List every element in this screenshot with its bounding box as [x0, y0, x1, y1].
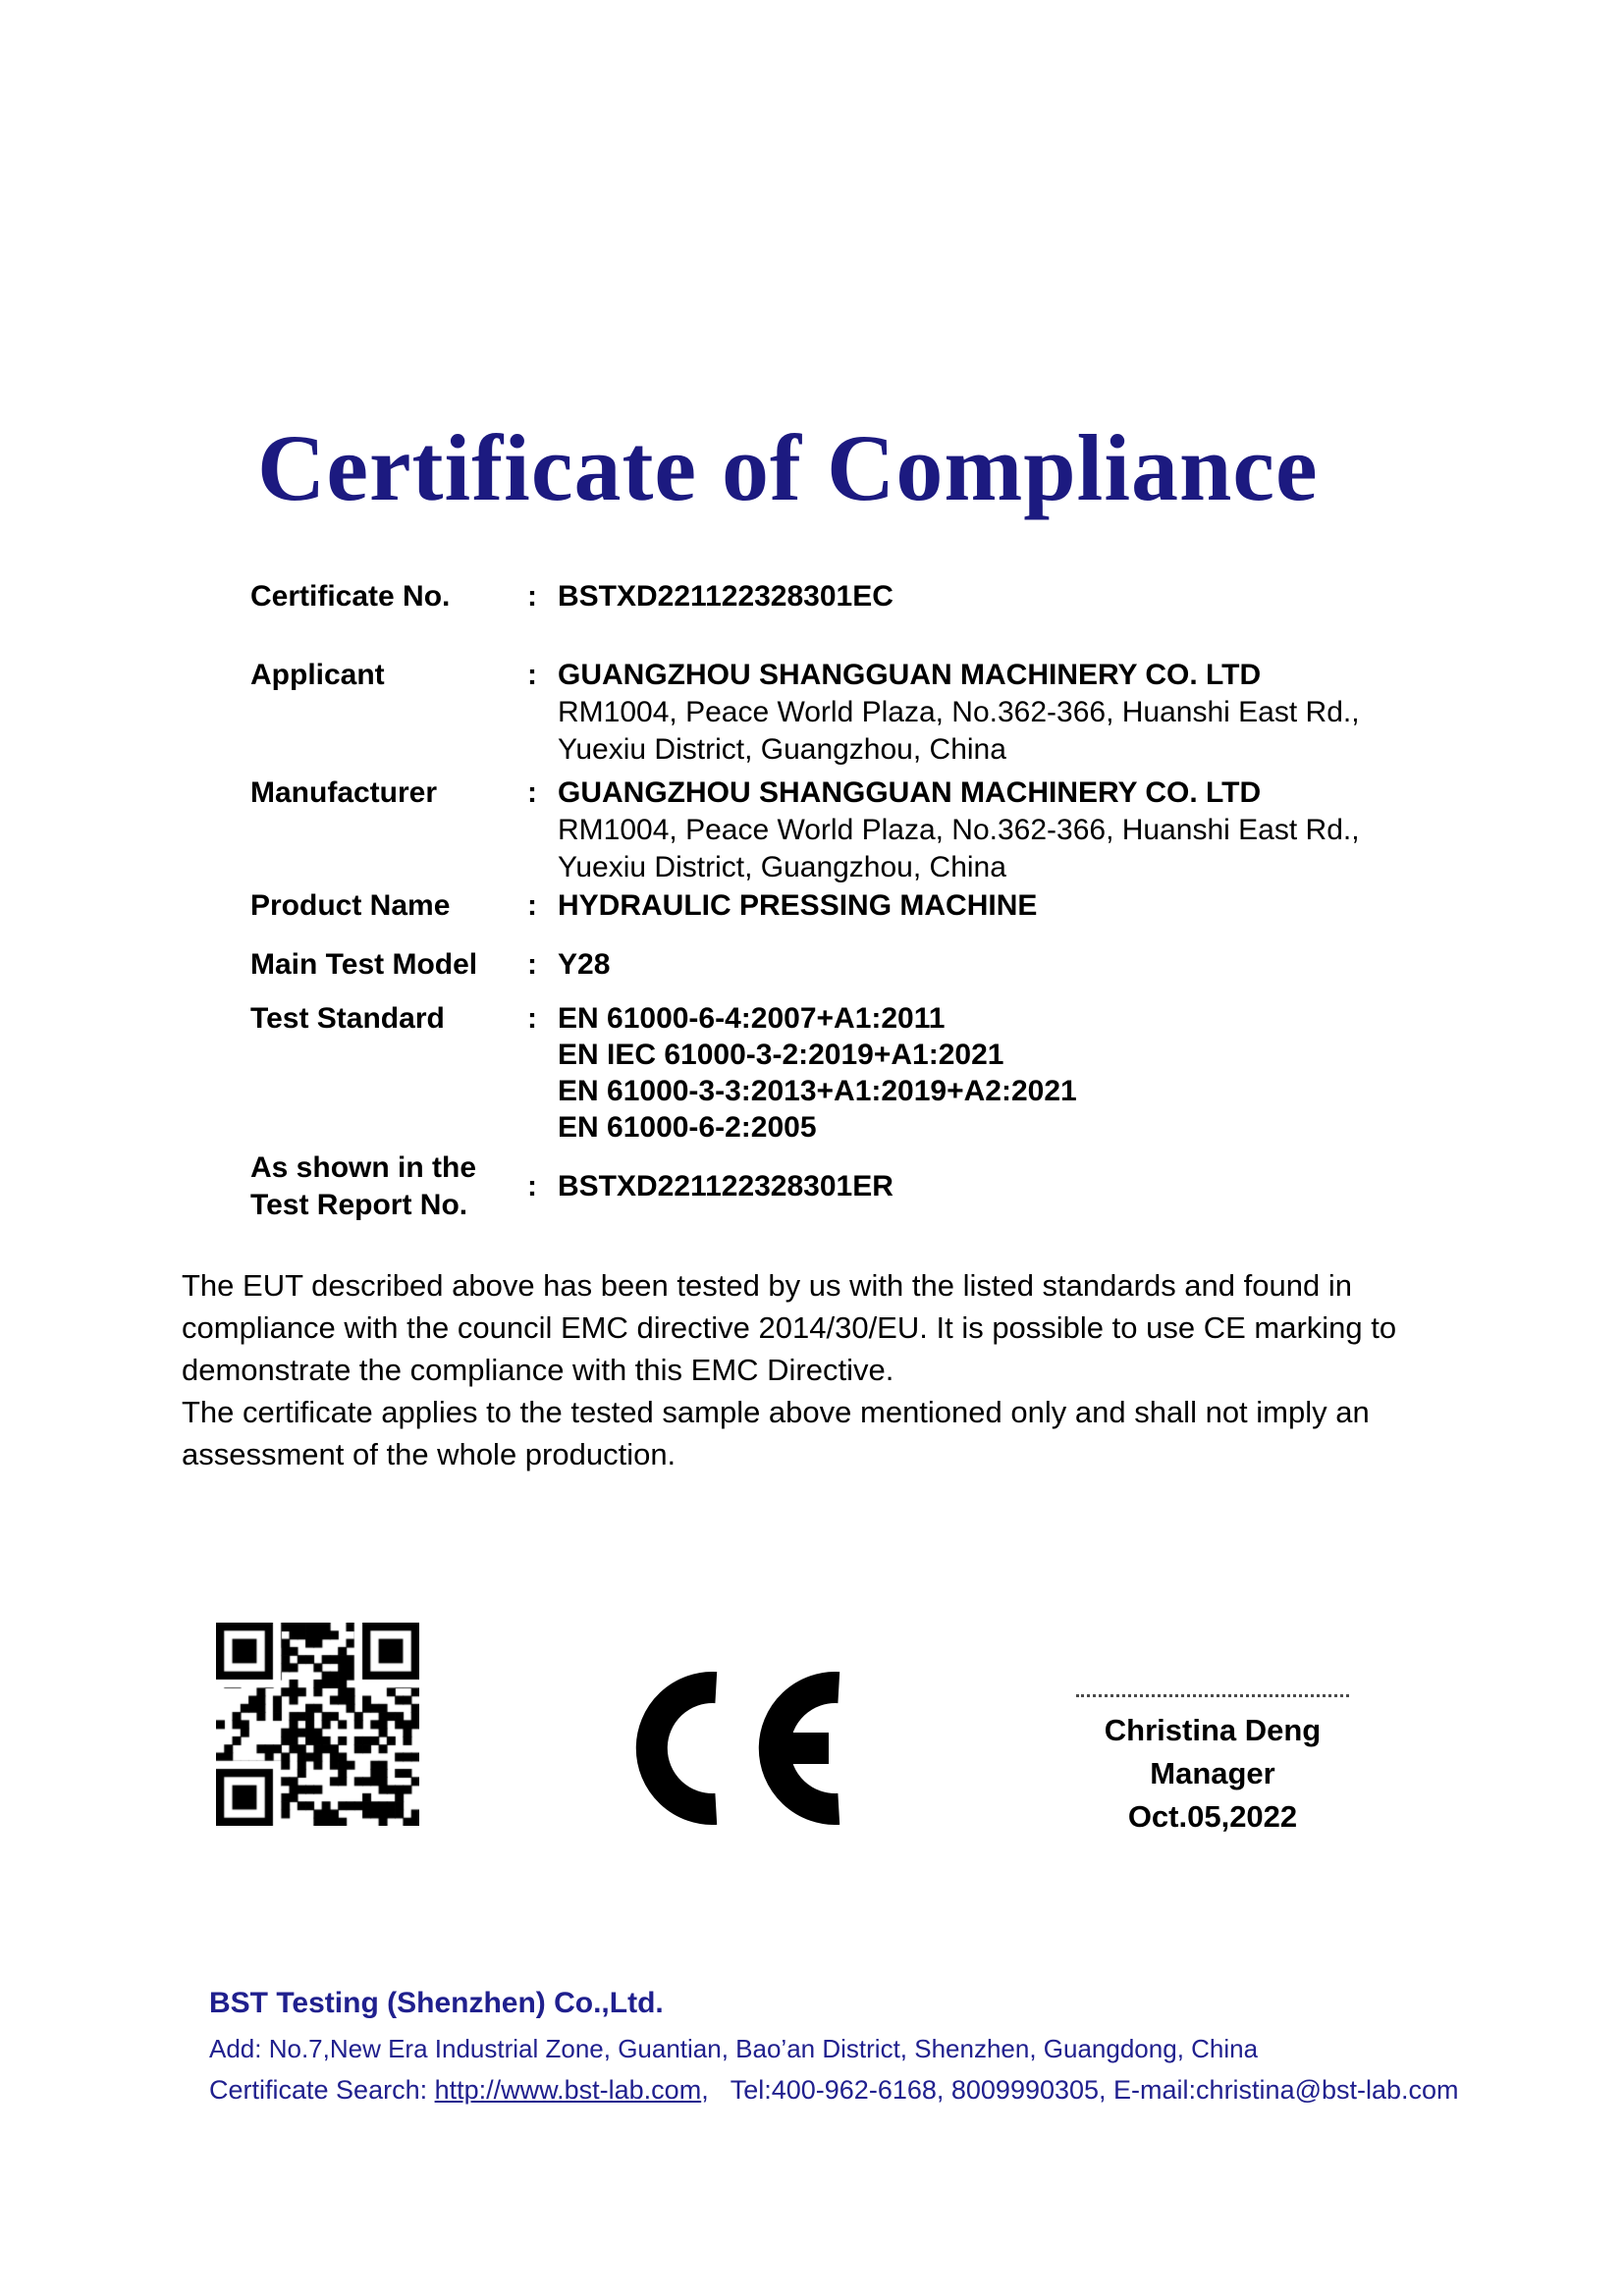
certificate-search-link[interactable]: http://www.bst-lab.com	[434, 2075, 702, 2105]
applicant-address-line-2: Yuexiu District, Guangzhou, China	[558, 733, 1006, 766]
certificate-title: Certificate of Compliance	[257, 415, 1319, 520]
manufacturer-company: GUANGZHOU SHANGGUAN MACHINERY CO. LTD	[558, 776, 1262, 809]
field-colon: :	[527, 1002, 537, 1035]
product-name-value: HYDRAULIC PRESSING MACHINE	[558, 889, 1038, 922]
certificate-search-line	[209, 2075, 1459, 2106]
statement-paragraph-1: The EUT described above has been tested by us with the listed standards and found in compliance with the council EMC directive 2014/30/EU. It is possible to use CE marking to demonstrate the compliance with this EMC Directive.	[182, 1268, 1397, 1387]
manufacturer-value	[558, 774, 1360, 886]
ce-mark	[635, 1672, 840, 1825]
signature-dotted-line	[1076, 1694, 1349, 1697]
signatory-role: Manager	[1150, 1756, 1275, 1790]
report-label-line-1: As shown in the	[250, 1151, 477, 1184]
field-label: Manufacturer	[250, 776, 438, 809]
report-label-line-2: Test Report No.	[250, 1189, 468, 1221]
signature-block	[1060, 1694, 1365, 1839]
field-colon: :	[527, 580, 537, 613]
field-label: Test Standard	[250, 1002, 445, 1035]
test-report-number-value: BSTXD221122328301ER	[558, 1170, 893, 1202]
test-standard-line-3: EN 61000-3-3:2013+A1:2019+A2:2021	[558, 1075, 1077, 1107]
field-colon: :	[527, 948, 537, 981]
field-label	[250, 1149, 476, 1224]
applicant-value	[558, 657, 1360, 769]
statement-paragraph	[182, 1264, 1429, 1475]
field-colon: :	[527, 1170, 537, 1202]
field-colon: :	[527, 776, 537, 809]
field-label: Product Name	[250, 889, 451, 922]
main-test-model-value: Y28	[558, 948, 611, 981]
field-colon: :	[527, 659, 537, 691]
signatory-name: Christina Deng	[1104, 1713, 1322, 1747]
test-standard-line-1: EN 61000-6-4:2007+A1:2011	[558, 1002, 946, 1035]
test-standard-line-4: EN 61000-6-2:2005	[558, 1111, 817, 1144]
certificate-number-value: BSTXD221122328301EC	[558, 580, 893, 613]
footer-address: Add: No.7,New Era Industrial Zone, Guantian, Bao’an District, Shenzhen, Guangdong, China	[209, 2034, 1259, 2063]
field-colon: :	[527, 889, 537, 922]
signature-date: Oct.05,2022	[1127, 1799, 1298, 1834]
field-label: Applicant	[250, 659, 385, 691]
certificate-search-label: Certificate Search:	[209, 2075, 435, 2105]
test-standard-line-2: EN IEC 61000-3-2:2019+A1:2021	[558, 1039, 1004, 1071]
applicant-address-line-1: RM1004, Peace World Plaza, No.362-366, Huanshi East Rd.,	[558, 696, 1360, 728]
qr-code	[216, 1623, 419, 1826]
applicant-company: GUANGZHOU SHANGGUAN MACHINERY CO. LTD	[558, 659, 1262, 691]
statement-paragraph-2: The certificate applies to the tested sample above mentioned only and shall not imply an assessment of the whole production.	[182, 1395, 1370, 1471]
certificate-search-contacts: , Tel:400-962-6168, 8009990305, E-mail:christina@bst-lab.com	[701, 2075, 1459, 2105]
field-label: Main Test Model	[250, 948, 478, 981]
test-standard-value	[558, 1000, 1077, 1146]
field-label: Certificate No.	[250, 580, 451, 613]
footer-company-name: BST Testing (Shenzhen) Co.,Ltd.	[209, 1987, 664, 2019]
manufacturer-address-line-1: RM1004, Peace World Plaza, No.362-366, Huanshi East Rd.,	[558, 814, 1360, 846]
manufacturer-address-line-2: Yuexiu District, Guangzhou, China	[558, 851, 1006, 883]
